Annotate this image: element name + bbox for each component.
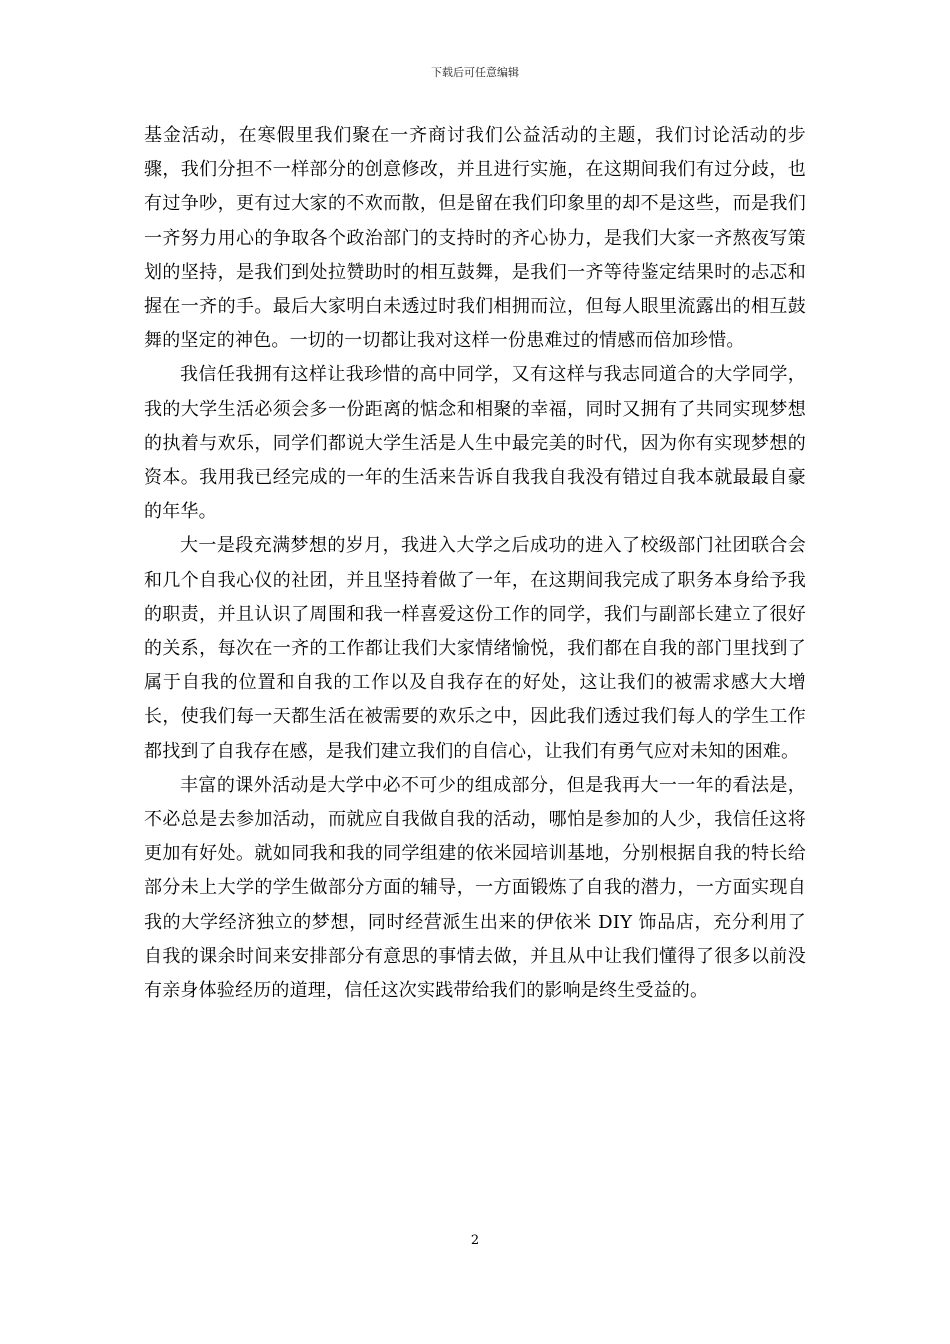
page-number: 2 [470, 1233, 480, 1248]
document-body [144, 119, 806, 1008]
paragraph-1: 基金活动，在寒假里我们聚在一齐商讨我们公益活动的主题，我们讨论活动的步骤，我们分担不一样部分的创意修改，并且进行实施，在这期间我们有过分歧，也有过争吵，更有过大家的不欢而散，但是留在我们印象里的却不是这些，而是我们一齐努力用心的争取各个政治部门的支持时的齐心协力，是我们大家一齐熬夜写策划的坚持，是我们到处拉赞助时的相互鼓舞，是我们一齐等待鉴定结果时的忐忑和握在一齐的手。最后大家明白未透过时我们相拥而泣，但每人眼里流露出的相互鼓舞的坚定的神色。一切的一切都让我对这样一份患难过的情感而倍加珍惜。 [144, 125, 806, 352]
paragraph-3: 大一是段充满梦想的岁月，我进入大学之后成功的进入了校级部门社团联合会和几个自我心仪的社团，并且坚持着做了一年，在这期间我完成了职务本身给予我的职责，并且认识了周围和我一样喜爱这份工作的同学，我们与副部长建立了很好的关系，每次在一齐的工作都让我们大家情绪愉悦，我们都在自我的部门里找到了属于自我的位置和自我的工作以及自我存在的好处，这让我们的被需求感大大增长，使我们每一天都生活在被需要的欢乐之中，因此我们透过我们每人的学生工作都找到了自我存在感，是我们建立我们的自信心，让我们有勇气应对未知的困难。 [144, 535, 806, 762]
page-header: 下载后可任意编辑 [431, 66, 519, 79]
paragraph-2: 我信任我拥有这样让我珍惜的高中同学，又有这样与我志同道合的大学同学，我的大学生活必须会多一份距离的惦念和相聚的幸福，同时又拥有了共同实现梦想的执着与欢乐，同学们都说大学生活是人生中最完美的时代，因为你有实现梦想的资本。我用我已经完成的一年的生活来告诉自我我自我没有错过自我本就最最自豪的年华。 [144, 364, 806, 523]
paragraph-4: 丰富的课外活动是大学中必不可少的组成部分，但是我再大一一年的看法是，不必总是去参加活动，而就应自我做自我的活动，哪怕是参加的人少，我信任这将更加有好处。就如同我和我的同学组建的依米园培训基地，分别根据自我的特长给部分未上大学的学生做部分方面的辅导，一方面锻炼了自我的潜力，一方面实现自我的大学经济独立的梦想，同时经营派生出来的伊依米 DIY 饰品店，充分利用了自我的课余时间来安排部分有意思的事情去做，并且从中让我们懂得了很多以前没有亲身体验经历的道理，信任这次实践带给我们的影响是终生受益的。 [144, 774, 806, 1002]
